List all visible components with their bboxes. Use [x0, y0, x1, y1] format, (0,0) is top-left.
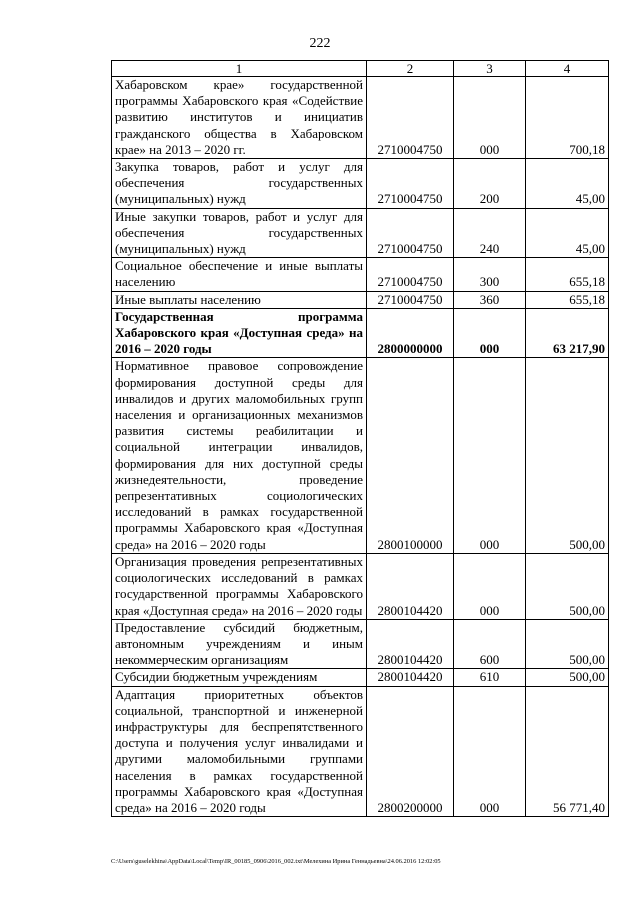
cell-vr: 000: [454, 308, 526, 358]
cell-code: 2710004750: [367, 159, 454, 209]
cell-code: 2800104420: [367, 553, 454, 619]
cell-code: 2710004750: [367, 291, 454, 308]
cell-amount: 45,00: [526, 208, 609, 258]
cell-vr: 000: [454, 358, 526, 553]
cell-amount: 700,18: [526, 77, 609, 159]
table-row: [112, 291, 609, 308]
table-row: [112, 686, 609, 817]
cell-amount: 500,00: [526, 358, 609, 553]
cell-name: Иные закупки товаров, работ и услуг для обеспечения государственных (муниципальных) нужд: [112, 208, 367, 258]
column-header-name: 1: [112, 61, 367, 77]
table-row: [112, 358, 609, 553]
cell-amount: 56 771,40: [526, 686, 609, 817]
table-row: [112, 77, 609, 159]
cell-code: 2710004750: [367, 258, 454, 291]
cell-amount: 63 217,90: [526, 308, 609, 358]
table-row: [112, 159, 609, 209]
cell-vr: 360: [454, 291, 526, 308]
budget-table: [111, 60, 609, 817]
page-number: 222: [309, 36, 331, 51]
cell-amount: 45,00: [526, 159, 609, 209]
column-header-amount: 4: [526, 61, 609, 77]
column-header-code: 2: [367, 61, 454, 77]
table-row: [112, 619, 609, 669]
cell-vr: 240: [454, 208, 526, 258]
file-path-footer: C:\Users\guselekhina\AppData\Local\Temp\IR_00185_0906\2016_002.txt\Мелехина Ирина Геннадьевна\24.06.2016 12:02:05: [111, 858, 441, 865]
cell-name: Нормативное правовое сопровождение формирования доступной среды для инвалидов и других маломобильных групп населения и организационных механизмов развития системы реабилитации и социальной интеграции инвалидов, формирования для них доступной среды жизнедеятельности, проведение репрезентативных социологических исследований в рамках государственной программы Хабаровского края «Доступная среда» на 2016 – 2020 годы: [112, 358, 367, 553]
cell-name: Хабаровском крае» государственной программы Хабаровского края «Содействие развитию институтов и инициатив гражданского общества в Хабаровском крае» на 2013 – 2020 гг.: [112, 77, 367, 159]
cell-name: Адаптация приоритетных объектов социальной, транспортной и инженерной инфраструктуры для беспрепятственного доступа и получения услуг инвалидами и другими маломобильными группами населения в рамках государственной программы Хабаровского края «Доступная среда» на 2016 – 2020 годы: [112, 686, 367, 817]
cell-vr: 000: [454, 686, 526, 817]
cell-vr: 610: [454, 669, 526, 686]
cell-vr: 000: [454, 553, 526, 619]
cell-amount: 655,18: [526, 258, 609, 291]
cell-name: Иные выплаты населению: [112, 291, 367, 308]
cell-amount: 500,00: [526, 669, 609, 686]
cell-amount: 500,00: [526, 553, 609, 619]
table-row: [112, 258, 609, 291]
table-row: [112, 669, 609, 686]
table-row: [112, 553, 609, 619]
table-row: [112, 308, 609, 358]
cell-code: 2800200000: [367, 686, 454, 817]
cell-vr: 200: [454, 159, 526, 209]
cell-code: 2800100000: [367, 358, 454, 553]
cell-vr: 300: [454, 258, 526, 291]
table-row: [112, 208, 609, 258]
cell-name: Организация проведения репрезентативных социологических исследований в рамках государственной программы Хабаровского края «Доступная среда» на 2016 – 2020 годы: [112, 553, 367, 619]
cell-code: 2710004750: [367, 208, 454, 258]
table-header-row: [112, 61, 609, 77]
cell-amount: 655,18: [526, 291, 609, 308]
cell-code: 2800000000: [367, 308, 454, 358]
column-header-vr: 3: [454, 61, 526, 77]
cell-vr: 000: [454, 77, 526, 159]
cell-vr: 600: [454, 619, 526, 669]
cell-code: 2800104420: [367, 619, 454, 669]
cell-name: Предоставление субсидий бюджетным, автономным учреждениям и иным некоммерческим организациям: [112, 619, 367, 669]
cell-name: Закупка товаров, работ и услуг для обеспечения государственных (муниципальных) нужд: [112, 159, 367, 209]
cell-code: 2710004750: [367, 77, 454, 159]
cell-name: Субсидии бюджетным учреждениям: [112, 669, 367, 686]
cell-name: Государственная программа Хабаровского края «Доступная среда» на 2016 – 2020 годы: [112, 308, 367, 358]
cell-code: 2800104420: [367, 669, 454, 686]
table-body: [112, 77, 609, 817]
cell-name: Социальное обеспечение и иные выплаты населению: [112, 258, 367, 291]
cell-amount: 500,00: [526, 619, 609, 669]
